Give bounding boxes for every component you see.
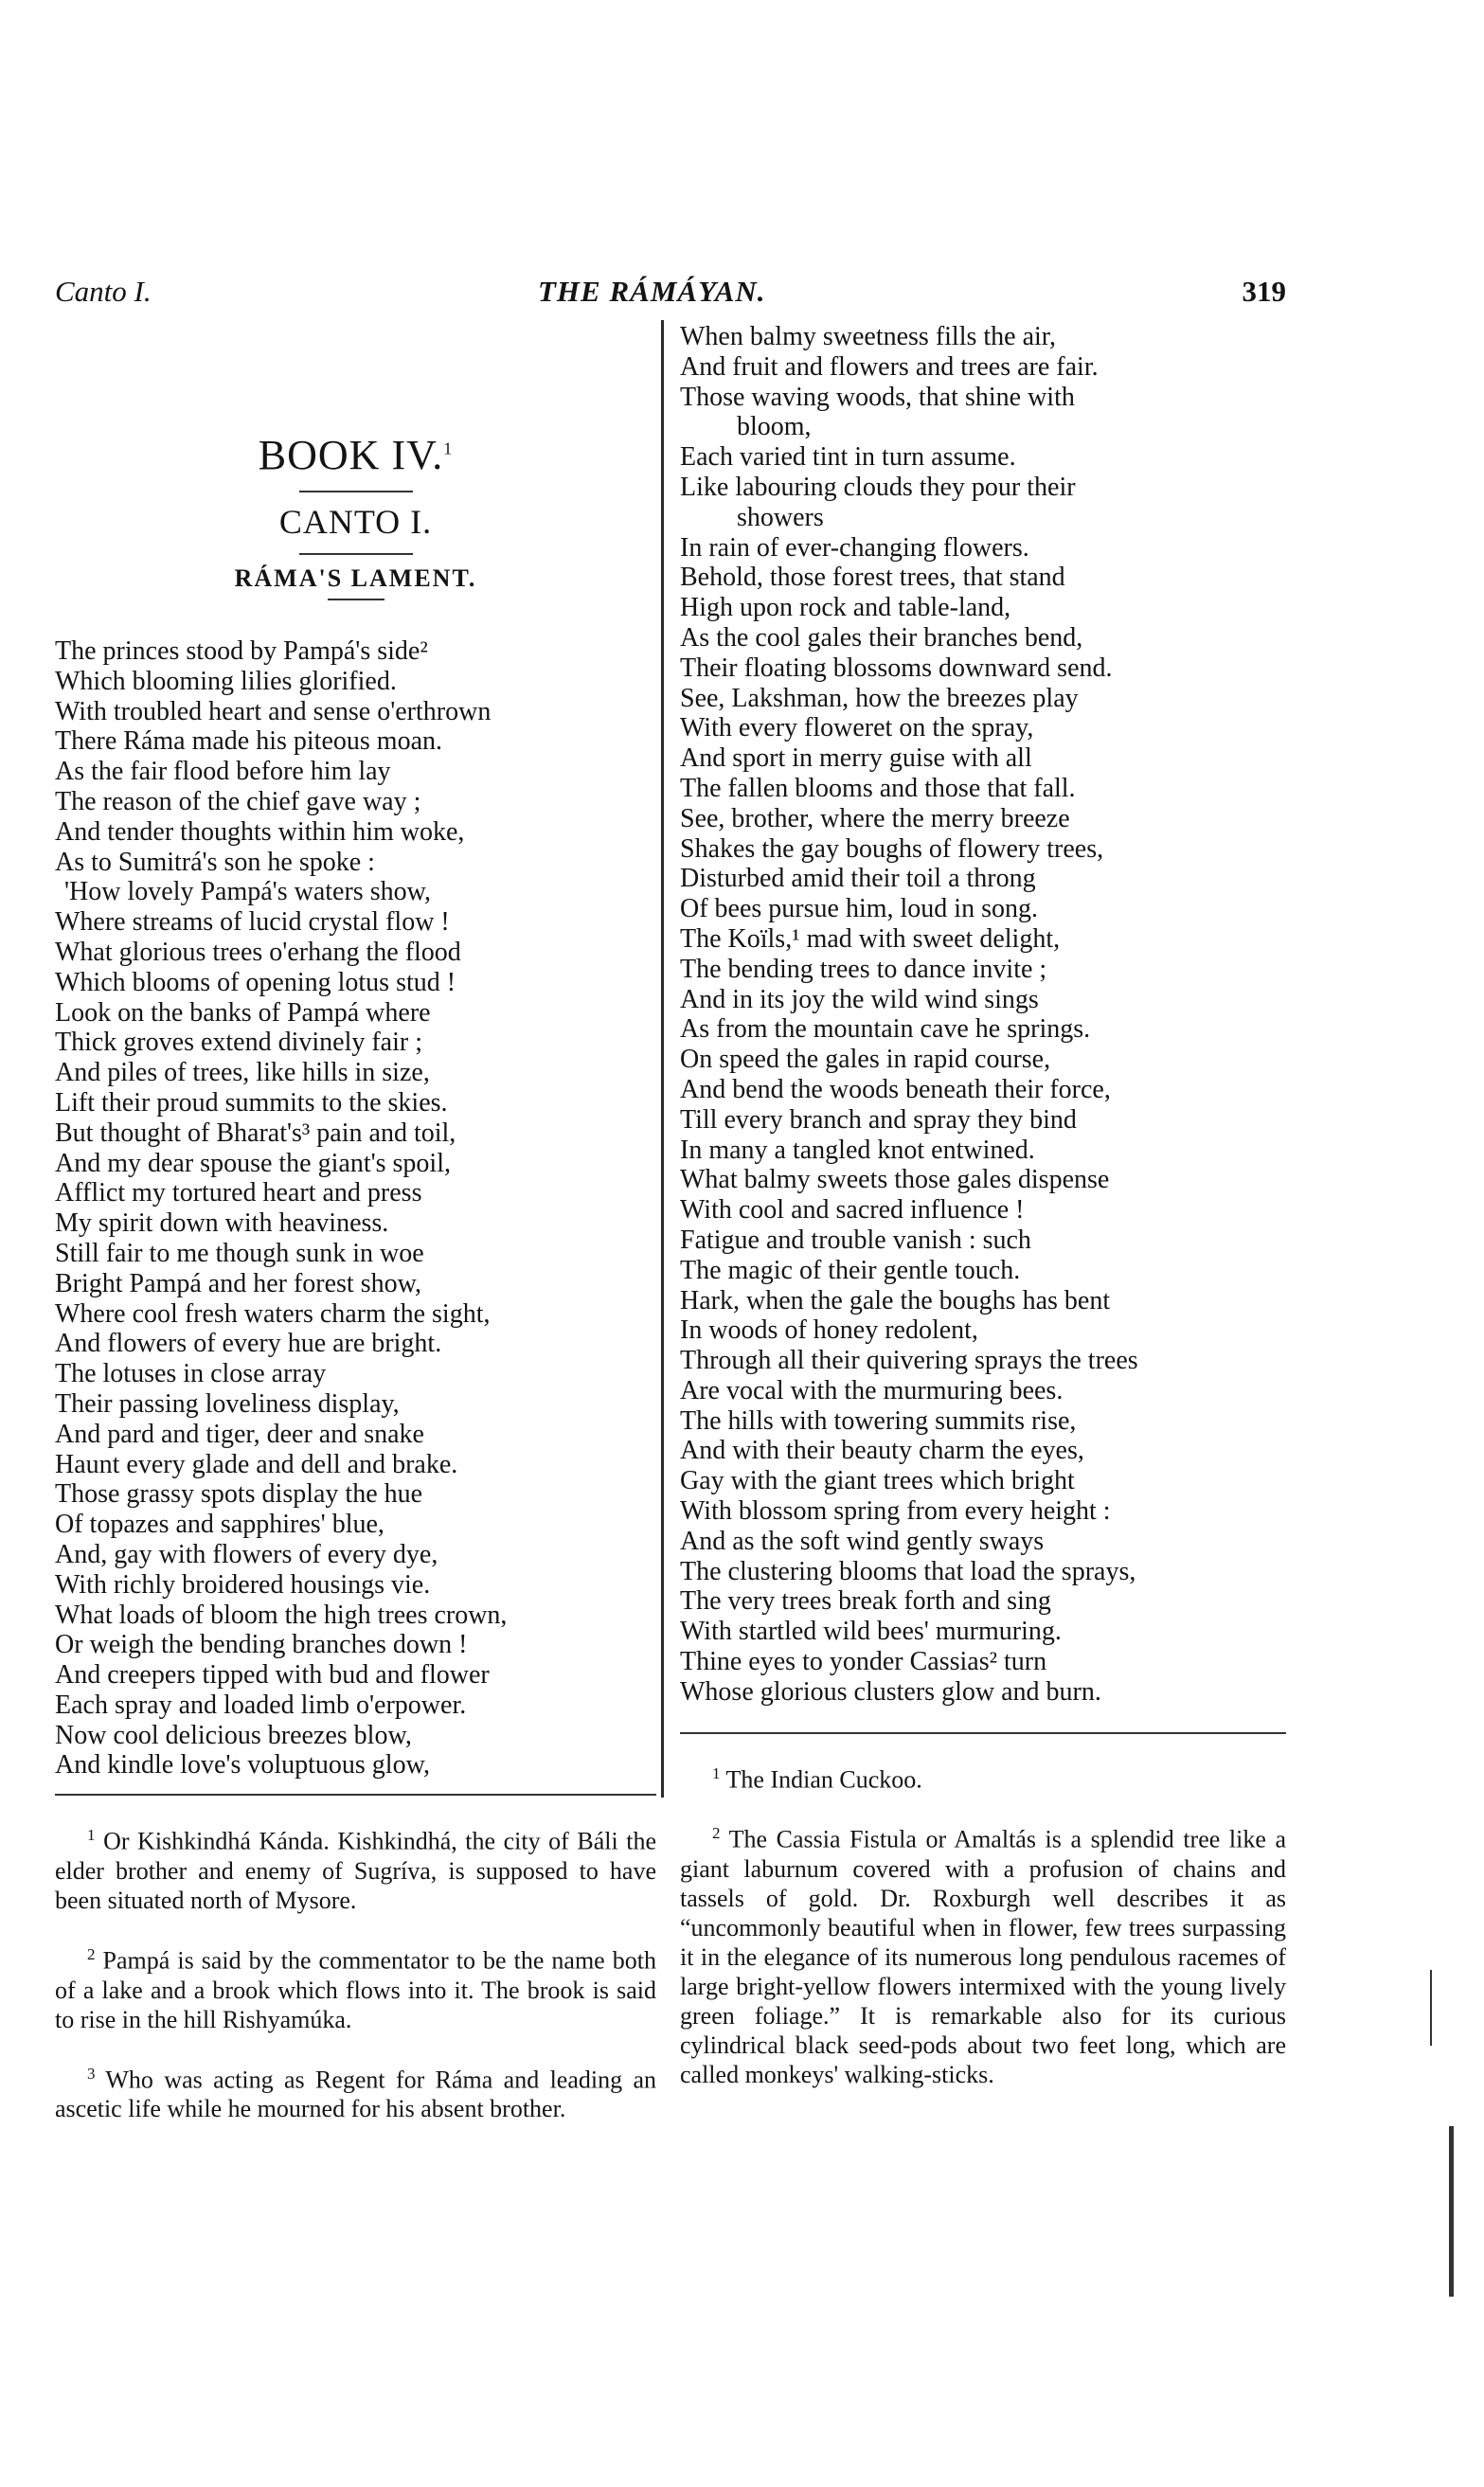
verse-line: Of bees pursue him, loud in song. [680,894,1038,924]
verse-line: The magic of their gentle touch. [680,1255,1021,1285]
verse-line: Are vocal with the murmuring bees. [680,1375,1064,1405]
right-column [680,322,1286,2101]
footnote-text: Or Kishkindhá Kánda. Kishkindhá, the city of Báli the elder brother and enemy of Sugríva, is supposed to have been situated north of Mysore. [55,1827,657,1914]
verse-line: My spirit down with heaviness. [55,1208,389,1239]
verse-line: The hills with towering summits rise, [680,1405,1077,1436]
footnote-mark: 3 [87,2064,96,2083]
subtitle-rule [328,599,384,600]
canto-subtitle: RÁMA'S LAMENT. [234,564,477,592]
verse-line: Till every branch and spray they bind [680,1104,1077,1135]
verse-line: Still fair to me though sunk in woe [55,1238,424,1268]
verse-line: What balmy sweets those gales dispense [680,1165,1110,1195]
page-number: 319 [1242,275,1286,308]
verse-line: And creepers tipped with bud and flower [55,1660,490,1691]
footnote-text: The Cassia Fistula or Amaltás is a splendid tree like a giant laburnum covered with a profusion of chains and tassels of gold. Dr. Roxburgh well describes it as “uncommonly beautiful when in flower, few trees surpassing it in the elegance of its numerous long pendulous racemes of large bright-yellow flowers intermixed with the young lively green foliage.” It is remarkable also for its curious cylindrical black seed-pods about two feet long, which are called monkeys' walking-sticks. [680,1825,1286,2088]
verse-line: As the cool gales their branches bend, [680,622,1083,653]
right-footnotes [680,1759,1286,2089]
verse-line: And flowers of every hue are bright. [55,1329,442,1359]
verse-line: And piles of trees, like hills in size, [55,1058,430,1088]
header-title: THE RÁMÁYAN. [538,275,766,308]
footnote [680,1818,1286,2089]
verse-line: And bend the woods beneath their force, [680,1074,1111,1104]
verse-line: Where streams of lucid crystal flow ! [55,907,450,938]
verse-line: High upon rock and table-land, [680,593,1011,623]
verse-line: In many a tangled knot entwined. [680,1135,1035,1165]
footnote-mark: 1 [712,1763,721,1782]
verse-line: Or weigh the bending branches down ! [55,1630,468,1660]
verse-line: Each spray and loaded limb o'erpower. [55,1690,467,1720]
verse-line: Each varied tint in turn assume. [680,442,1016,473]
verse-line: See, Lakshman, how the breezes play [680,683,1079,713]
verse-line: With every floweret on the spray, [680,713,1034,743]
book-heading: BOOK IV.$^1$ [258,432,454,478]
verse-line: With blossom spring from every height : [680,1496,1111,1527]
verse-line: Disturbed amid their toil a throng [680,864,1036,894]
verse-line: Bright Pampá and her forest show, [55,1268,421,1298]
verse-line: The fallen blooms and those that fall. [680,773,1076,803]
verse-line: Behold, those forest trees, that stand [680,563,1065,593]
verse-line: And fruit and flowers and trees are fair. [680,351,1099,382]
verse-line: Hark, when the gale the boughs has bent [680,1285,1111,1315]
footnote [55,1940,656,2034]
verse-line: Whose glorious clusters glow and burn. [680,1676,1101,1707]
footnote-mark: 2 [87,1944,96,1963]
verse-line: With cool and sacred influence ! [680,1195,1025,1226]
verse-line: Shakes the gay boughs of flowery trees, [680,833,1104,864]
verse-line: The princes stood by Pampá's side² [55,636,428,666]
verse-line: Their floating blossoms downward send. [680,653,1113,683]
verse-line: See, brother, where the merry breeze [680,803,1070,833]
verse-line: 'How lovely Pampá's waters show, [64,877,431,907]
footnote-rule [55,1794,656,1796]
verse-line: And as the soft wind gently sways [680,1526,1045,1556]
footnote-mark: 2 [712,1824,721,1843]
verse-line: And pard and tiger, deer and snake [55,1419,424,1449]
footnote-rule [680,1732,1286,1734]
canto-heading: CANTO I. [278,503,433,541]
verse-line: Where cool fresh waters charm the sight, [55,1298,491,1329]
verse-line: Which blooms of opening lotus stud ! [55,967,456,997]
verse-line: Their passing loveliness display, [55,1388,400,1419]
verse-line: What loads of bloom the high trees crown, [55,1600,508,1630]
verse-line: As from the mountain cave he springs. [680,1014,1091,1045]
verse-line: bloom, [737,412,812,442]
verse-line: On speed the gales in rapid course, [680,1045,1051,1075]
verse-line: Afflict my tortured heart and press [55,1178,422,1208]
verse-line: Those waving woods, that shine with [680,382,1075,412]
footnote [55,2059,656,2124]
verse-line: Thick groves extend divinely fair ; [55,1028,422,1058]
verse-line: The Koïls,¹ mad with sweet delight, [680,923,1061,954]
book-note-mark: 1 [443,438,454,458]
verse-line: Fatigue and trouble vanish : such [680,1225,1031,1255]
verse-line: Look on the banks of Pampá where [55,997,431,1028]
verse-line: Of topazes and sapphires' blue, [55,1510,384,1540]
footnote-text: Who was acting as Regent for Ráma and leading an ascetic life while he mourned for his absent brother. [55,2066,656,2123]
footnote [55,1820,656,1915]
scan-mark [1430,1970,1432,2046]
verse-line: Those grassy spots display the hue [55,1479,423,1510]
verse-line: The very trees break forth and sing [680,1586,1051,1617]
verse-line: When balmy sweetness fills the air, [680,322,1056,351]
verse-line: Lift their proud summits to the skies. [55,1087,448,1118]
verse-line: In woods of honey redolent, [680,1315,978,1346]
verse-line: The bending trees to dance invite ; [680,954,1047,984]
verse-line: The lotuses in close array [55,1359,327,1389]
footnote-mark: 1 [87,1826,96,1845]
running-header [55,275,1286,313]
footnote-text: The Indian Cuckoo. [725,1765,922,1794]
verse-line: Gay with the giant trees which bright [680,1466,1075,1496]
verse-line: What glorious trees o'erhang the flood [55,937,461,967]
verse-line: The clustering blooms that load the sprays, [680,1556,1136,1586]
verse-line: There Ráma made his piteous moan. [55,726,442,757]
verse-line: With troubled heart and sense o'erthrown [55,696,492,726]
heading-rule [299,491,413,492]
verse-line: And in its joy the wild wind sings [680,984,1039,1014]
footnote [680,1759,1286,1795]
verse-line: As to Sumitrá's son he spoke : [55,847,375,877]
footnote-text: Pampá is said by the commentator to be the name both of a lake and a brook which flows into it. The brook is said to rise in the hill Rishyamúka. [55,1946,656,2033]
verse-line: And sport in merry guise with all [680,743,1032,774]
verse-line: And, gay with flowers of every dye, [55,1539,438,1569]
verse-line: Through all their quivering sprays the trees [680,1346,1138,1376]
right-verse [680,322,1286,1708]
verse-line: And kindle love's voluptuous glow, [55,1750,430,1780]
verse-line: Which blooming lilies glorified. [55,666,397,696]
left-footnotes [55,1820,656,2123]
verse-line: In rain of ever-changing flowers. [680,532,1029,563]
left-verse [55,636,656,1780]
verse-line: And my dear spouse the giant's spoil, [55,1148,451,1178]
left-column [55,431,656,2135]
verse-line: Thine eyes to yonder Cassias² turn [680,1647,1047,1677]
verse-line: But thought of Bharat's³ pain and toil, [55,1118,456,1148]
verse-line: Haunt every glade and dell and brake. [55,1449,458,1479]
verse-line: Now cool delicious breezes blow, [55,1720,412,1750]
verse-line: showers [737,502,824,532]
verse-line: With richly broidered housings vie. [55,1569,431,1600]
header-canto: Canto I. [55,275,152,308]
verse-line: The reason of the chief gave way ; [55,786,421,816]
verse-line: And with their beauty charm the eyes, [680,1436,1084,1466]
heading-rule [299,553,413,555]
verse-line: Like labouring clouds they pour their [680,472,1076,502]
scan-mark [1449,2126,1454,2297]
verse-line: And tender thoughts within him woke, [55,816,465,847]
verse-line: With startled wild bees' murmuring. [680,1617,1062,1647]
column-divider [661,320,664,1798]
verse-line: As the fair flood before him lay [55,757,391,787]
